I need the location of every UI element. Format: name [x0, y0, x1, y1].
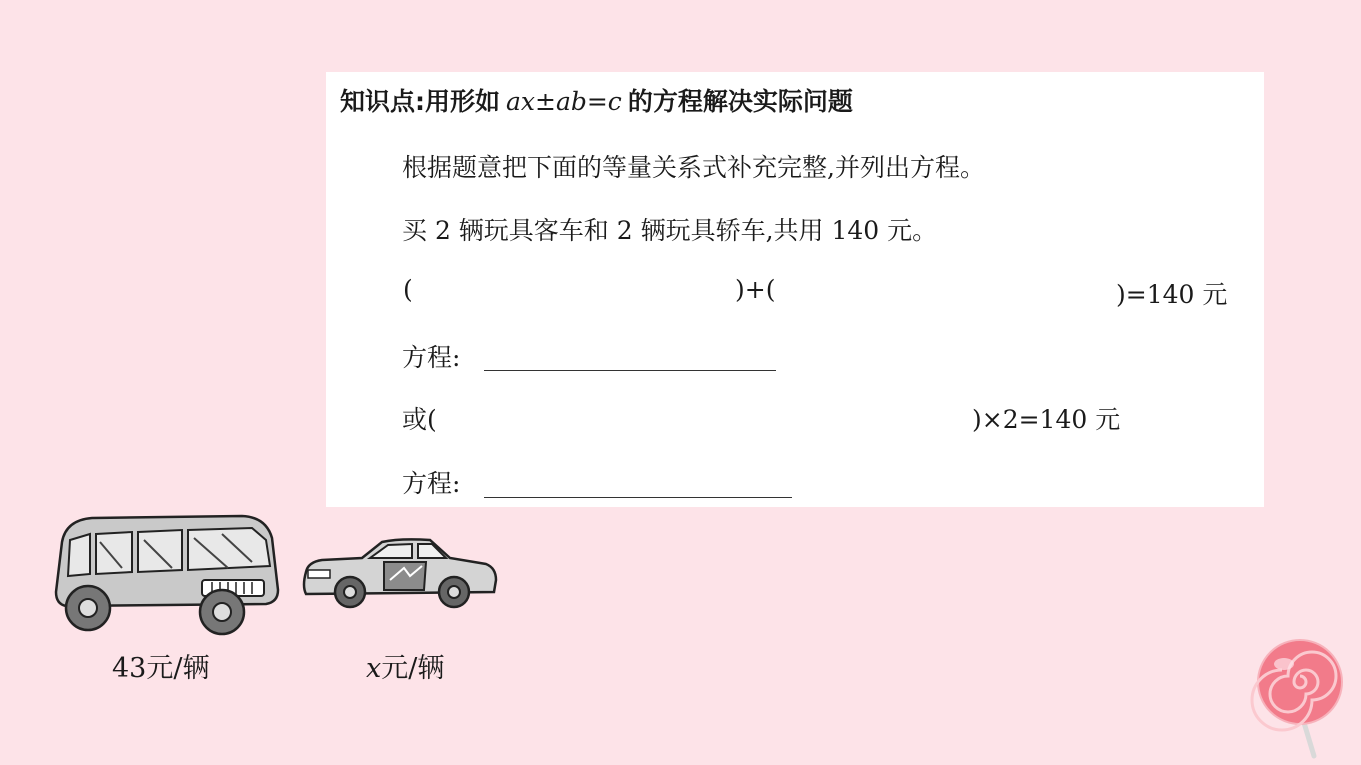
relation2-start: 或(: [402, 405, 437, 434]
instruction-text: 根据题意把下面的等量关系式补充完整,并列出方程。: [402, 153, 985, 182]
heading-formula: ax±ab=c: [506, 87, 622, 116]
bus-icon: [52, 512, 282, 637]
relation1-end: )=140 元: [1116, 280, 1228, 309]
heading-prefix: 知识点:用形如: [340, 87, 500, 116]
equation2-answer-line[interactable]: [484, 497, 792, 498]
relation1-open-paren: (: [403, 275, 413, 304]
knowledge-point-heading: [340, 82, 853, 118]
car-price-label: [366, 646, 444, 685]
lollipop-icon: [1250, 638, 1350, 760]
heading-suffix: 的方程解决实际问题: [627, 87, 853, 116]
equation2-label: 方程:: [402, 469, 461, 498]
car-price-variable: x: [366, 653, 382, 684]
car-icon: [300, 536, 500, 612]
relation1-middle: )+(: [735, 275, 776, 304]
bus-price-label: 43元/辆: [112, 653, 210, 684]
problem-text: 买 2 辆玩具客车和 2 辆玩具轿车,共用 140 元。: [402, 216, 938, 245]
car-price-unit: 元/辆: [381, 653, 445, 684]
relation2-end: )×2=140 元: [972, 405, 1121, 434]
equation1-answer-line[interactable]: [484, 370, 776, 371]
equation1-label: 方程:: [402, 343, 461, 372]
